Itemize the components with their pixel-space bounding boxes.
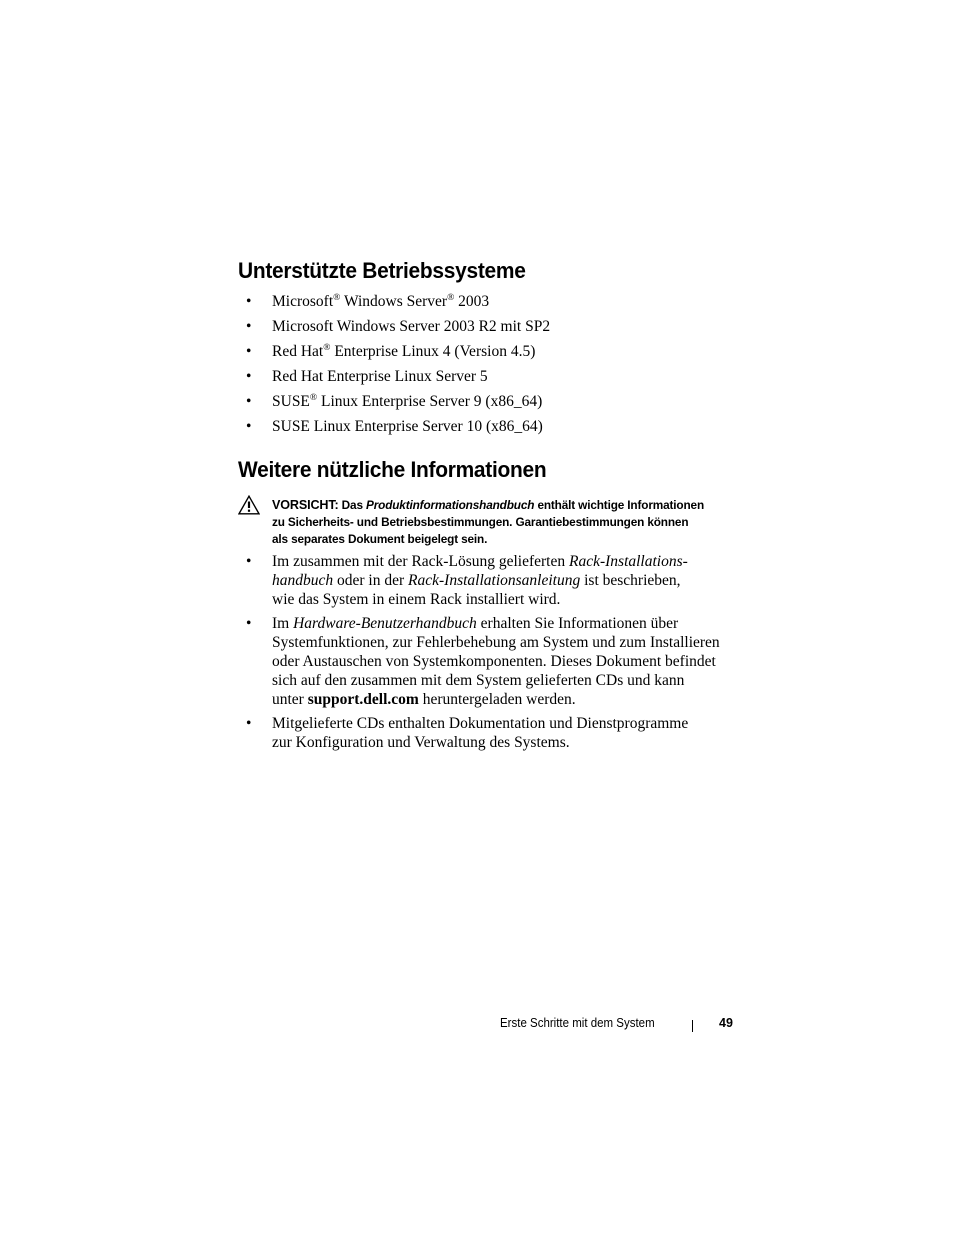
bullet: • — [246, 293, 252, 310]
warning-triangle-icon — [238, 495, 260, 515]
info-list — [246, 552, 736, 757]
bullet: • — [246, 368, 252, 385]
os-list — [246, 291, 550, 441]
heading-further-info: Weitere nützliche Informationen — [238, 457, 547, 482]
list-item: • Microsoft Windows Server 2003 R2 mit SP2 — [246, 316, 550, 341]
list-item: • Microsoft® Windows Server® 2003 — [246, 291, 550, 316]
list-item: • SUSE® Linux Enterprise Server 9 (x86_64) — [246, 391, 550, 416]
bullet: • — [246, 318, 252, 335]
footer-separator — [692, 1020, 693, 1032]
list-item: • SUSE Linux Enterprise Server 10 (x86_64) — [246, 416, 550, 441]
bullet: • — [246, 615, 252, 632]
bullet: • — [246, 715, 252, 732]
footer-title: Erste Schritte mit dem System — [500, 1016, 655, 1030]
page-number: 49 — [719, 1016, 733, 1030]
list-item: • Im Hardware-Benutzerhandbuch erhalten Sie Informationen über Systemfunktionen, zur Fehlerbehebung am System und zum Installieren oder Austauschen von Systemkomponenten. Dieses Dokument befindet sich auf den zusammen mit dem System gelieferten CDs und kann unter support.dell.com heruntergeladen werden. — [246, 615, 720, 708]
list-item: • Red Hat® Enterprise Linux 4 (Version 4.5) — [246, 341, 550, 366]
caution-text: VORSICHT: Das Produktinformationshandbuch enthält wichtige Informationen zu Sicherheits- und Betriebsbestimmungen. Garantiebestimmungen können als separates Dokument beigelegt sein. — [272, 498, 705, 546]
support-link[interactable]: support.dell.com — [307, 691, 419, 708]
bullet: • — [246, 553, 252, 570]
list-item: • Mitgelieferte CDs enthalten Dokumentation und Dienstprogramme zur Konfiguration und Verwaltung des Systems. — [246, 715, 689, 751]
bullet: • — [246, 393, 252, 410]
caution-label: VORSICHT: — [272, 498, 339, 512]
bullet: • — [246, 418, 252, 435]
heading-supported-os: Unterstützte Betriebssysteme — [238, 258, 526, 283]
list-item: • Im zusammen mit der Rack-Lösung gelieferten Rack-Installations- handbuch oder in der Rack-Installationsanleitung ist beschrieben, wie das System in einem Rack installiert wird. — [246, 553, 688, 608]
bullet: • — [246, 343, 252, 360]
list-item: • Red Hat Enterprise Linux Server 5 — [246, 366, 550, 391]
